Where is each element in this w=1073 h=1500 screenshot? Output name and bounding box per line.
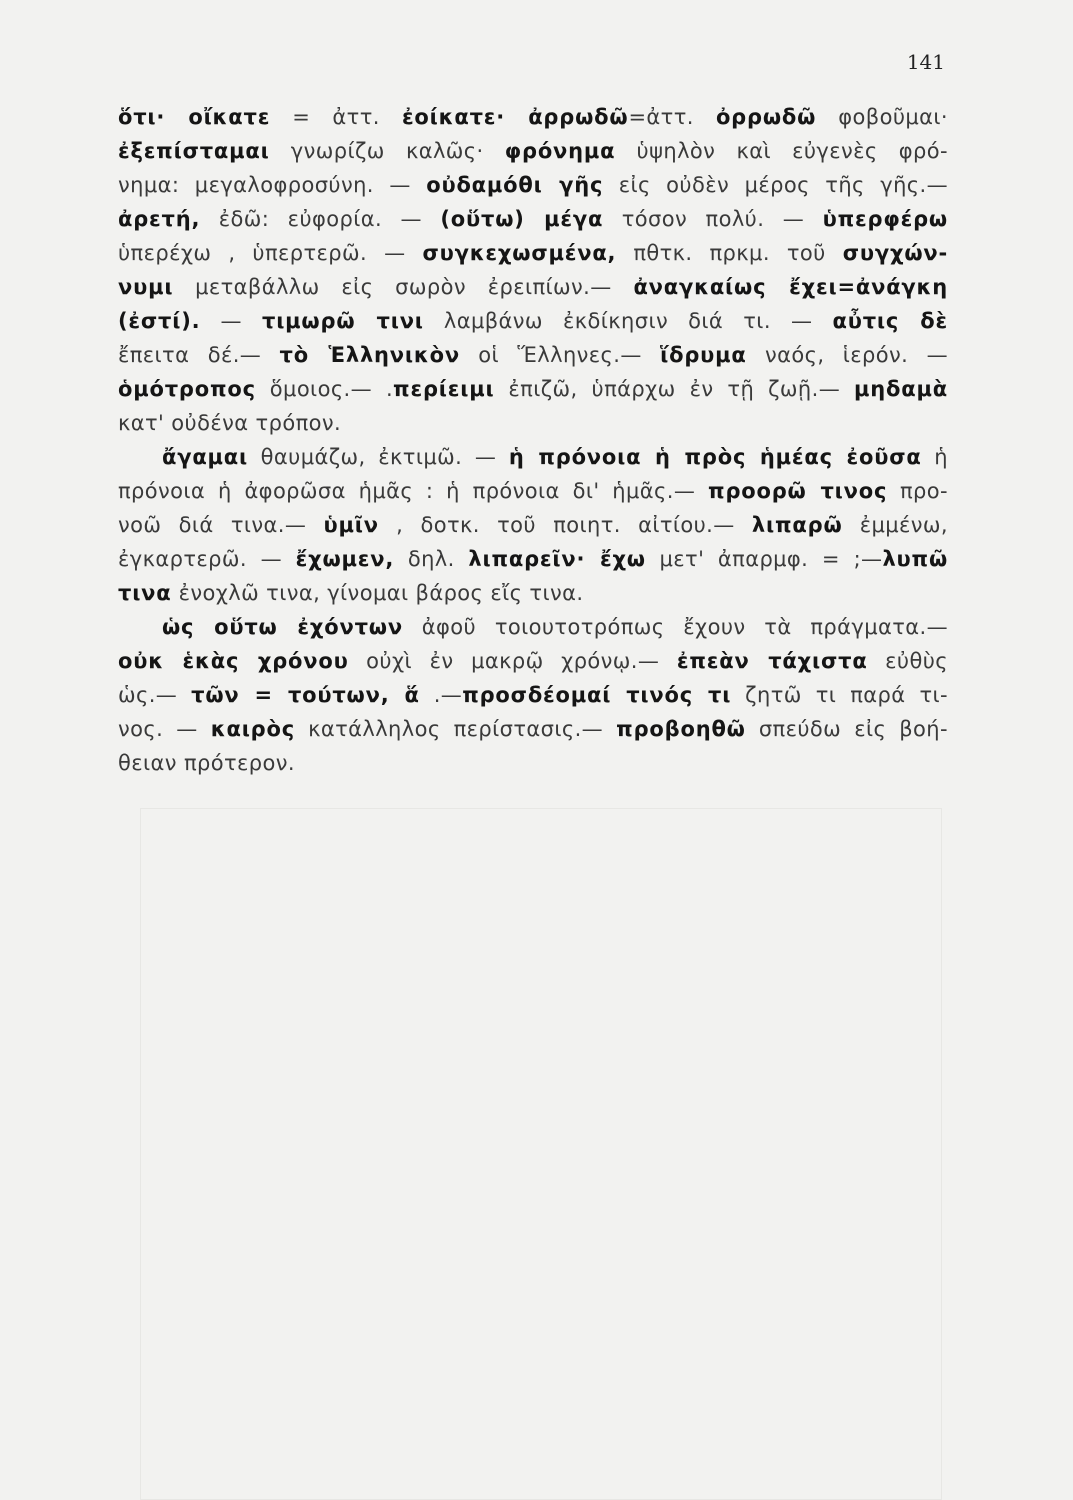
text-line bbox=[118, 168, 948, 202]
glossary-definition: .— bbox=[419, 683, 463, 707]
glossary-definition: δηλ. bbox=[394, 547, 469, 571]
glossary-term: (οὕτω) μέγα bbox=[440, 207, 604, 231]
glossary-definition: ἐνοχλῶ τινα, γίνομαι βάρος εἴς τινα. bbox=[171, 581, 584, 605]
text-line bbox=[118, 100, 948, 134]
glossary-term: μηδαμὰ bbox=[854, 377, 948, 401]
text-line bbox=[118, 712, 948, 746]
page-number: 141 bbox=[906, 50, 945, 74]
glossary-definition: ἐπιζῶ, ὑπάρχω ἐν τῇ ζωῇ.— bbox=[494, 377, 855, 401]
glossary-definition: νημα: μεγαλοφροσύνη. — bbox=[118, 173, 427, 197]
glossary-term: αὖτις δὲ bbox=[832, 309, 948, 333]
glossary-definition: ὅμοιος.— . bbox=[255, 377, 394, 401]
glossary-term: τινα bbox=[118, 581, 172, 605]
text-line bbox=[118, 508, 948, 542]
text-line bbox=[118, 610, 948, 644]
glossary-definition: προ- bbox=[887, 479, 948, 503]
glossary-definition: οὐχὶ ἐν μακρῷ χρόνῳ.— bbox=[348, 649, 677, 673]
glossary-term: ἐξεπίσταμαι bbox=[118, 139, 270, 163]
glossary-definition: πθτκ. πρκμ. τοῦ bbox=[616, 241, 843, 265]
glossary-term: συγκεχωσμένα, bbox=[422, 241, 617, 265]
text-line bbox=[118, 202, 948, 236]
glossary-definition: ἐγκαρτερῶ. — bbox=[118, 547, 296, 571]
text-line bbox=[118, 678, 948, 712]
glossary-term: ὁμότροπος bbox=[118, 377, 256, 401]
faint-show-through-frame bbox=[140, 808, 942, 1500]
glossary-term: ὀρρωδῶ bbox=[715, 105, 817, 129]
glossary-term: ἀρετή, bbox=[118, 207, 201, 231]
glossary-definition: ἐμμένω, bbox=[842, 513, 948, 537]
glossary-term: περίειμι bbox=[393, 377, 495, 401]
glossary-definition: ἐδῶ: εὐφορία. — bbox=[200, 207, 441, 231]
glossary-definition: εἰς οὐδὲν μέρος τῆς γῆς.— bbox=[603, 173, 948, 197]
glossary-definition: ὑψηλὸν καὶ εὐγενὲς φρό- bbox=[615, 139, 948, 163]
glossary-paragraph bbox=[118, 440, 948, 610]
glossary-definition: ναός, ἱερόν. — bbox=[746, 343, 948, 367]
glossary-term: οὐδαμόθι γῆς bbox=[426, 173, 604, 197]
glossary-term: συγχών- bbox=[842, 241, 948, 265]
glossary-definition: ὑπερέχω , ὑπερτερῶ. — bbox=[118, 241, 423, 265]
text-line bbox=[118, 236, 948, 270]
glossary-term: ὑμῖν bbox=[323, 513, 379, 537]
glossary-term: τὸ Ἑλληνικὸν bbox=[279, 343, 460, 367]
glossary-definition: λαμβάνω ἐκδίκησιν διά τι. — bbox=[423, 309, 833, 333]
glossary-term: φρόνημα bbox=[504, 139, 616, 163]
glossary-term: οὐκ ἑκὰς χρόνου bbox=[118, 649, 349, 673]
glossary-term: ἄγαμαι bbox=[162, 445, 249, 469]
glossary-definition: =ἀττ. bbox=[628, 105, 716, 129]
glossary-definition: ζητῶ τι παρά τι- bbox=[731, 683, 948, 707]
glossary-term: προβοηθῶ bbox=[616, 717, 746, 741]
glossary-definition: μετ' ἀπαρμφ. = ;— bbox=[645, 547, 883, 571]
glossary-definition: γνωρίζω καλῶς· bbox=[269, 139, 505, 163]
glossary-term: λυπῶ bbox=[882, 547, 948, 571]
glossary-definition: μεταβάλλω εἰς σωρὸν ἐρειπίων.— bbox=[173, 275, 634, 299]
glossary-definition: ὡς.— bbox=[118, 683, 192, 707]
text-line bbox=[118, 134, 948, 168]
glossary-term: ὡς οὕτω ἐχόντων bbox=[162, 615, 403, 639]
glossary-definition: = ἀττ. bbox=[270, 105, 402, 129]
glossary-term: ἵδρυμα bbox=[660, 343, 747, 367]
glossary-definition: νοῶ διά τινα.— bbox=[118, 513, 324, 537]
text-line bbox=[118, 474, 948, 508]
text-line bbox=[118, 746, 948, 780]
glossary-term: ἡ πρόνοια ἡ πρὸς ἡμέας ἐοῦσα bbox=[508, 445, 922, 469]
glossary-definition: οἱ Ἕλληνες.— bbox=[459, 343, 661, 367]
text-line bbox=[118, 542, 948, 576]
glossary-definition: ἡ bbox=[921, 445, 948, 469]
glossary-definition: κατάλληλος περίστασις.— bbox=[295, 717, 617, 741]
glossary-paragraph bbox=[118, 100, 948, 440]
text-line bbox=[118, 304, 948, 338]
glossary-term: προσδέομαί τινός τι bbox=[462, 683, 732, 707]
glossary-term: λιπαρεῖν· ἔχω bbox=[468, 547, 646, 571]
text-line bbox=[118, 372, 948, 406]
glossary-definition: πρόνοια ἡ ἀφορῶσα ἡμᾶς : ἡ πρόνοια δι' ἡμᾶς.— bbox=[118, 479, 709, 503]
glossary-text-block bbox=[118, 100, 948, 780]
glossary-definition: ἔπειτα δέ.— bbox=[118, 343, 280, 367]
glossary-definition: , δοτκ. τοῦ ποιητ. αἰτίου.— bbox=[378, 513, 752, 537]
glossary-term: προορῶ τινος bbox=[708, 479, 888, 503]
glossary-definition: φοβοῦμαι· bbox=[816, 105, 948, 129]
glossary-definition: κατ' οὐδένα τρόπον. bbox=[118, 411, 342, 435]
glossary-term: ἐπεὰν τάχιστα bbox=[676, 649, 868, 673]
glossary-definition: τόσον πολύ. — bbox=[603, 207, 823, 231]
glossary-definition: — bbox=[200, 309, 262, 333]
glossary-term: τῶν = τούτων, ἅ bbox=[191, 683, 420, 707]
glossary-definition: θαυμάζω, ἐκτιμῶ. — bbox=[248, 445, 509, 469]
glossary-term: νυμι bbox=[118, 275, 174, 299]
text-line bbox=[118, 406, 948, 440]
text-line bbox=[118, 644, 948, 678]
glossary-term: τιμωρῶ τινι bbox=[262, 309, 424, 333]
glossary-paragraph bbox=[118, 610, 948, 780]
glossary-definition: σπεύδω εἰς βοή- bbox=[745, 717, 948, 741]
text-line bbox=[118, 440, 948, 474]
text-line bbox=[118, 338, 948, 372]
glossary-term: ἀναγκαίως ἔχει=ἀνάγκη bbox=[633, 275, 948, 299]
glossary-term: ἔχωμεν, bbox=[295, 547, 395, 571]
glossary-term: λιπαρῶ bbox=[751, 513, 843, 537]
glossary-definition: θειαν πρότερον. bbox=[118, 751, 295, 775]
text-line bbox=[118, 270, 948, 304]
glossary-term: ὑπερφέρω bbox=[822, 207, 948, 231]
glossary-definition: νος. — bbox=[118, 717, 211, 741]
glossary-term: ὅτι· οἴκατε bbox=[118, 105, 271, 129]
glossary-term: (ἐστί). bbox=[118, 309, 201, 333]
glossary-definition: εὐθὺς bbox=[867, 649, 948, 673]
text-line bbox=[118, 576, 948, 610]
glossary-term: ἐοίκατε· ἀρρωδῶ bbox=[401, 105, 629, 129]
glossary-definition: ἀφοῦ τοιουτοτρόπως ἔχουν τὰ πράγματα.— bbox=[402, 615, 948, 639]
glossary-term: καιρὸς bbox=[210, 717, 295, 741]
